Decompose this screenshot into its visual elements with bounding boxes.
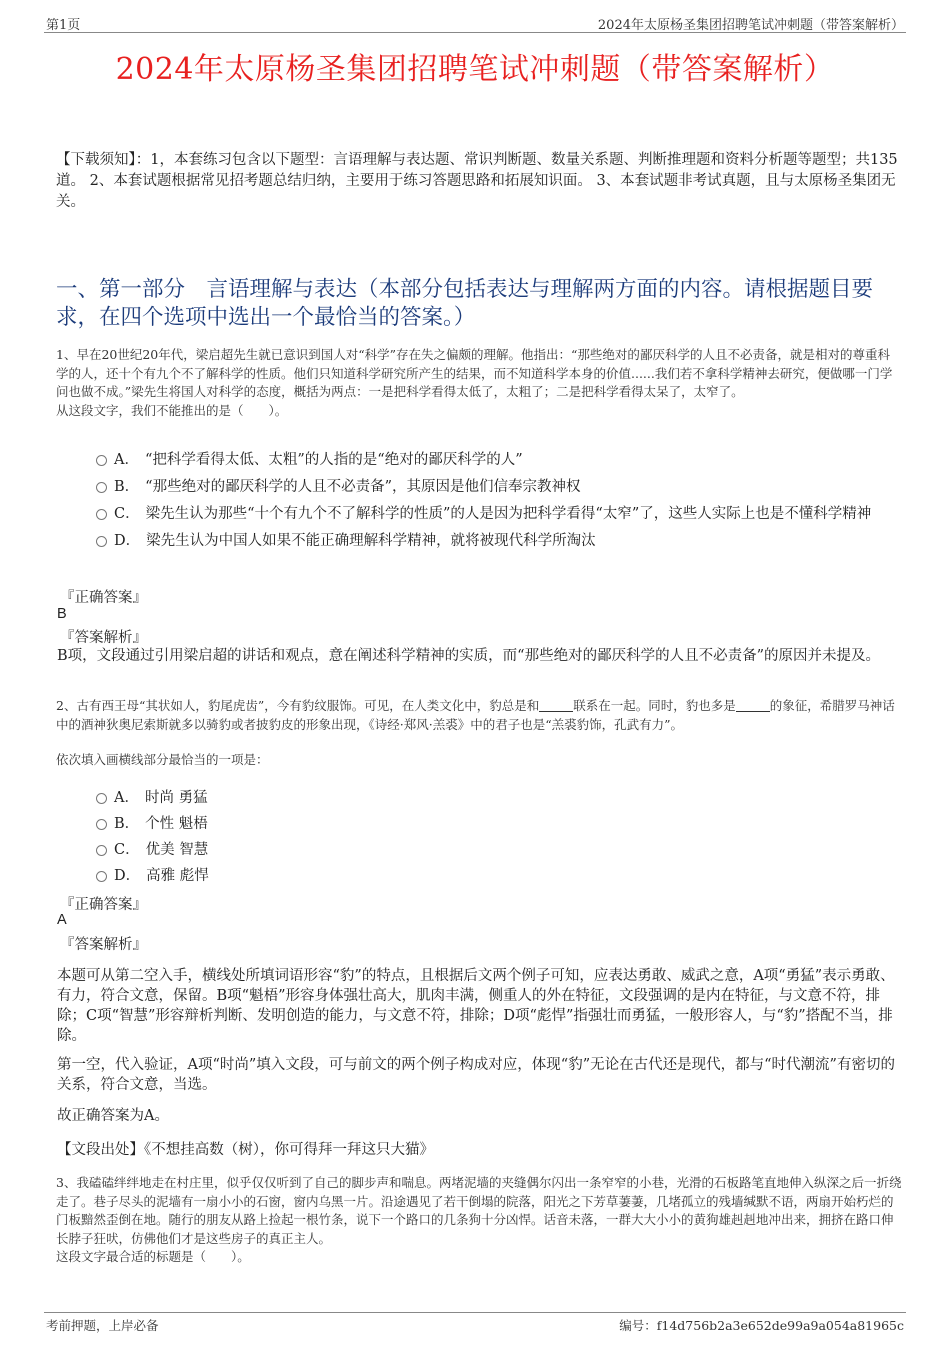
page-footer	[44, 1312, 906, 1333]
question-1-options	[94, 449, 902, 557]
radio-icon[interactable]	[96, 819, 107, 830]
question-1-prompt: 从这段文字，我们不能推出的是（ ）。	[56, 402, 288, 418]
footer-code: 编号：f14d756b2a3e652de99a9a054a81965c	[619, 1318, 904, 1333]
question-3-text: 3、我磕磕绊绊地走在村庄里，似乎仅仅听到了自己的脚步声和喘息。两堵泥墙的夹缝偶尔闪出一条窄窄的小巷，光滑的石板路笔直地伸入纵深之后一折绕走了。巷子尽头的泥墙有一扇小小的石窗，窗内乌黑一片。沿途遇见了若干倒塌的院落，阳光之下芳草萋萋，几堵孤立的残墙缄默不语，两扇开始朽烂的门板黯然歪倒在地。随行的朋友从路上捡起一根竹条，说下一个路口的几条狗十分凶悍。话音未落，一群大大小小的黄狗雄赳赳地冲出来，拥挤在路口伸长脖子狂吠，仿佛他们才是这些房子的真正主人。	[56, 1175, 902, 1246]
section-heading: 一、第一部分 言语理解与表达（本部分包括表达与理解两方面的内容。请根据题目要求，在四个选项中选出一个最恰当的答案。）	[56, 277, 874, 330]
q1-answer: B	[57, 606, 67, 622]
radio-icon[interactable]	[96, 455, 107, 466]
header-doc-name: 2024年太原杨圣集团招聘笔试冲刺题（带答案解析）	[597, 18, 904, 33]
q2-source: 【文段出处】《不想挂高数（树），你可得拜一拜这只大猫》	[57, 1142, 434, 1158]
q2-answer-label: 『正确答案』	[60, 897, 147, 913]
q1-option-a[interactable]: A． “把科学看得太低、太粗”的人指的是“绝对的鄙厌科学的人”	[94, 449, 902, 471]
q1-option-c[interactable]: C． 梁先生认为那些“十个有九个不了解科学的性质”的人是因为把科学看得“太窄”了，这些人实际上也是不懂科学精神	[94, 503, 902, 525]
q2-analysis-label: 『答案解析』	[60, 937, 147, 953]
document-title: 2024年太原杨圣集团招聘笔试冲刺题（带答案解析）	[115, 52, 835, 87]
question-1	[56, 346, 902, 420]
fill-blank	[736, 699, 770, 712]
q1-analysis-label: 『答案解析』	[60, 630, 147, 646]
q1-analysis: B项，文段通过引用梁启超的讲话和观点，意在阐述科学精神的实质，而“那些绝对的鄙厌科学的人且不必责备”的原因并未提及。	[57, 648, 880, 664]
footer-slogan: 考前押题，上岸必备	[46, 1318, 159, 1333]
question-1-text: 1、早在20世纪20年代，梁启超先生就已意识到国人对“科学”存在失之偏颇的理解。他指出：“那些绝对的鄙厌科学的人且不必责备，就是相对的尊重科学的人，还十个有九个不了解科学的性质。他们只知道科学研究所产生的结果，而不知道科学本身的价值......我们若不拿科学精神去研究，便做哪一门学问也做不成。”梁先生将国人对科学的态度，概括为两点：一是把科学看得太低了，太粗了；二是把科学看得太呆了，太窄了。	[56, 347, 893, 399]
question-2-text: 2、古有西王母“其状如人，豹尾虎齿”，今有豹纹服饰。可见，在人类文化中，豹总是和 联系在一起。同时，豹也多是 的象征，希腊罗马神话中的酒神狄奥尼索斯就多以骑豹或者披豹皮的形象出现，《诗经·郑风·羔裘》中的君子也是“羔裘豹饰，孔武有力”。	[56, 698, 895, 732]
page-number: 第1页	[46, 18, 81, 33]
q2-option-a[interactable]: A． 时尚 勇猛	[94, 787, 902, 809]
radio-icon[interactable]	[96, 845, 107, 856]
radio-icon[interactable]	[96, 793, 107, 804]
download-notice: 【下载须知】：1，本套练习包含以下题型：言语理解与表达题、常识判断题、数量关系题、判断推理题和资料分析题等题型；共135道。 2、本套试题根据常见招考题总结归纳，主要用于练习答题思路和拓展知识面。 3、本套试题非考试真题，且与太原杨圣集团无关。	[56, 152, 898, 210]
question-2-options	[94, 787, 902, 891]
radio-icon[interactable]	[96, 509, 107, 520]
q1-option-d[interactable]: D． 梁先生认为中国人如果不能正确理解科学精神，就将被现代科学所淘汰	[94, 530, 902, 552]
radio-icon[interactable]	[96, 536, 107, 547]
radio-icon[interactable]	[96, 482, 107, 493]
question-2-prompt: 依次填入画横线部分最恰当的一项是：	[56, 752, 269, 767]
q2-option-b[interactable]: B． 个性 魁梧	[94, 813, 902, 835]
q1-answer-label: 『正确答案』	[60, 590, 147, 606]
question-3-prompt: 这段文字最合适的标题是（ ）。	[56, 1249, 250, 1264]
q1-option-b[interactable]: B． “那些绝对的鄙厌科学的人且不必责备”，其原因是他们信奉宗教神权	[94, 476, 902, 498]
question-3	[56, 1174, 902, 1267]
q2-answer: A	[57, 912, 67, 928]
fill-blank	[539, 699, 573, 712]
q2-analysis-1: 本题可从第二空入手，横线处所填词语形容“豹”的特点，且根据后文两个例子可知，应表达勇敢、威武之意，A项“勇猛”表示勇敢、有力，符合文意，保留。B项“魁梧”形容身体强壮高大，肌肉丰满，侧重人的外在特征，文段强调的是内在特征，与文意不符，排除；C项“智慧”形容辩析判断、发明创造的能力，与文意不符，排除；D项“彪悍”指强壮而勇猛，一般形容人，与“豹”搭配不当，排除。	[57, 968, 895, 1044]
radio-icon[interactable]	[96, 871, 107, 882]
question-2	[56, 697, 902, 734]
q2-option-d[interactable]: D． 高雅 彪悍	[94, 865, 902, 887]
page-header	[44, 12, 906, 33]
q2-analysis-3: 故正确答案为A。	[57, 1108, 169, 1124]
q2-analysis-2: 第一空，代入验证，A项“时尚”填入文段，可与前文的两个例子构成对应，体现“豹”无论在古代还是现代，都与“时代潮流”有密切的关系，符合文意，当选。	[57, 1057, 895, 1093]
q2-option-c[interactable]: C． 优美 智慧	[94, 839, 902, 861]
